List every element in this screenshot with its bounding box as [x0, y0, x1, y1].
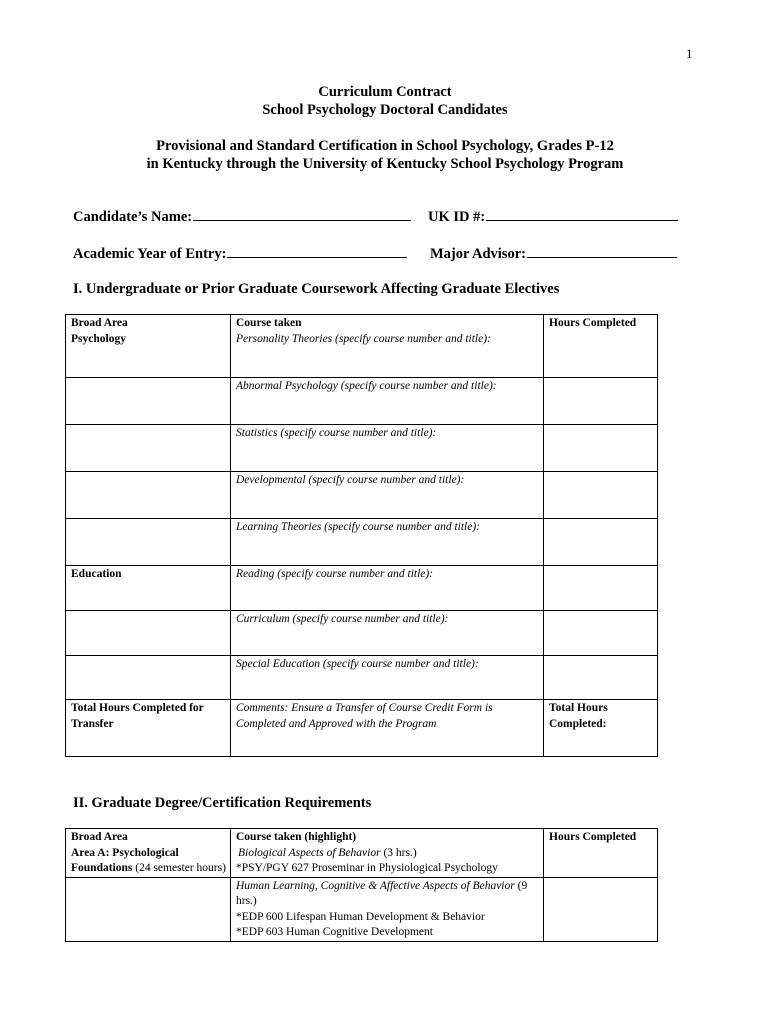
course-cell-special-education[interactable] — [231, 656, 544, 700]
course-taken-highlight-header: Course taken (highlight) — [236, 831, 357, 843]
biological-aspects — [236, 846, 539, 862]
uk-id-label: UK ID #: — [428, 209, 486, 225]
human-learning-title: Human Learning, Cognitive & Affective Aspects of Behavior — [236, 879, 515, 892]
area-a-psychological-foundations — [71, 846, 226, 877]
major-advisor-label: Major Advisor: — [430, 246, 526, 262]
broad-area-cell-education — [66, 566, 231, 611]
hours-cell-developmental[interactable] — [544, 472, 658, 519]
total-hours-transfer-label: Total Hours Completed for Transfer — [66, 700, 231, 757]
course-edp-603: *EDP 603 Human Cognitive Development — [236, 926, 433, 938]
document-title-line2: School Psychology Doctoral Candidates — [262, 102, 508, 118]
broad-area-spacer — [66, 519, 231, 566]
course-cell-curriculum[interactable] — [231, 611, 544, 656]
hours-cell-statistics[interactable] — [544, 425, 658, 472]
candidate-name-label: Candidate’s Name: — [73, 209, 193, 225]
broad-area-header: Broad Area — [71, 317, 128, 329]
section-2-table — [65, 828, 658, 942]
hours-cell-human-learning[interactable] — [544, 877, 658, 941]
course-cell-human-learning[interactable] — [231, 877, 544, 941]
hours-cell-curriculum[interactable] — [544, 611, 658, 656]
broad-area-spacer — [66, 656, 231, 700]
section-2-heading: II. Graduate Degree/Certification Requirements — [73, 795, 372, 811]
course-curriculum: Curriculum (specify course number and title): — [236, 613, 449, 625]
transfer-comments: Comments: Ensure a Transfer of Course Credit Form is Completed and Approved with the Program — [231, 700, 544, 757]
candidate-name-field[interactable] — [73, 208, 411, 226]
course-statistics: Statistics (specify course number and title): — [236, 427, 437, 439]
section-1-table — [65, 314, 658, 757]
course-special-education: Special Education (specify course number and title): — [236, 658, 479, 670]
hours-cell-reading[interactable] — [544, 566, 658, 611]
area-a-hours: (24 semester hours) — [132, 862, 226, 874]
broad-area-cell-a — [66, 829, 231, 878]
hours-cell-abnormal[interactable] — [544, 378, 658, 425]
course-developmental: Developmental (specify course number and title): — [236, 474, 465, 486]
candidate-name-blank[interactable] — [193, 208, 411, 221]
broad-area-cell — [66, 315, 231, 378]
broad-area-header-2: Broad Area — [71, 831, 128, 843]
section-1-heading: I. Undergraduate or Prior Graduate Coursework Affecting Graduate Electives — [73, 281, 560, 297]
broad-area-spacer — [66, 877, 231, 941]
broad-area-spacer — [66, 378, 231, 425]
biological-aspects-hours: (3 hrs.) — [380, 846, 417, 859]
broad-area-spacer — [66, 425, 231, 472]
uk-id-blank[interactable] — [486, 208, 678, 221]
course-abnormal: Abnormal Psychology (specify course number and title): — [236, 380, 497, 392]
course-cell-statistics[interactable] — [231, 425, 544, 472]
hours-cell-special-education[interactable] — [544, 656, 658, 700]
area-a-title: Area A: Psychological Foundations — [71, 846, 179, 874]
course-cell-reading[interactable] — [231, 566, 544, 611]
document-subtitle-line2: in Kentucky through the University of Kentucky School Psychology Program — [146, 156, 624, 172]
total-hours-completed[interactable]: Total Hours Completed: — [544, 700, 658, 757]
academic-year-label: Academic Year of Entry: — [73, 246, 227, 262]
hours-completed-header-2: Hours Completed — [549, 831, 637, 843]
academic-year-blank[interactable] — [227, 245, 407, 258]
course-cell-learning[interactable] — [231, 519, 544, 566]
human-learning-aspects — [236, 879, 539, 910]
broad-area-spacer — [66, 472, 231, 519]
course-learning: Learning Theories (specify course number and title): — [236, 521, 481, 533]
document-title: Curriculum Contract — [318, 84, 452, 100]
course-personality: Personality Theories (specify course number and title): — [236, 332, 491, 345]
course-taken-header: Course taken — [236, 317, 302, 329]
course-edp-600: *EDP 600 Lifespan Human Development & Behavior — [236, 910, 485, 923]
area-education: Education — [71, 568, 122, 580]
course-reading: Reading (specify course number and title): — [236, 568, 434, 580]
hours-cell-personality[interactable] — [544, 315, 658, 378]
hours-cell-biological[interactable] — [544, 829, 658, 878]
biological-aspects-title: Biological Aspects of Behavior — [238, 846, 381, 859]
human-learning-hours: (9 hrs.) — [236, 879, 528, 907]
broad-area-spacer — [66, 611, 231, 656]
course-psy-pgy-627: *PSY/PGY 627 Proseminar in Physiological Psychology — [236, 862, 498, 874]
major-advisor-field[interactable] — [430, 245, 677, 263]
hours-cell-learning[interactable] — [544, 519, 658, 566]
hours-completed-header: Hours Completed — [549, 317, 637, 329]
major-advisor-blank[interactable] — [527, 245, 677, 258]
course-cell-abnormal[interactable] — [231, 378, 544, 425]
page-number: 1 — [686, 46, 693, 61]
course-cell-developmental[interactable] — [231, 472, 544, 519]
course-cell-biological[interactable] — [231, 829, 544, 878]
academic-year-field[interactable] — [73, 245, 407, 263]
document-subtitle: Provisional and Standard Certification in School Psychology, Grades P-12 — [156, 138, 614, 154]
uk-id-field[interactable] — [428, 208, 678, 226]
area-psychology: Psychology — [71, 332, 126, 345]
course-cell-personality[interactable] — [231, 315, 544, 378]
